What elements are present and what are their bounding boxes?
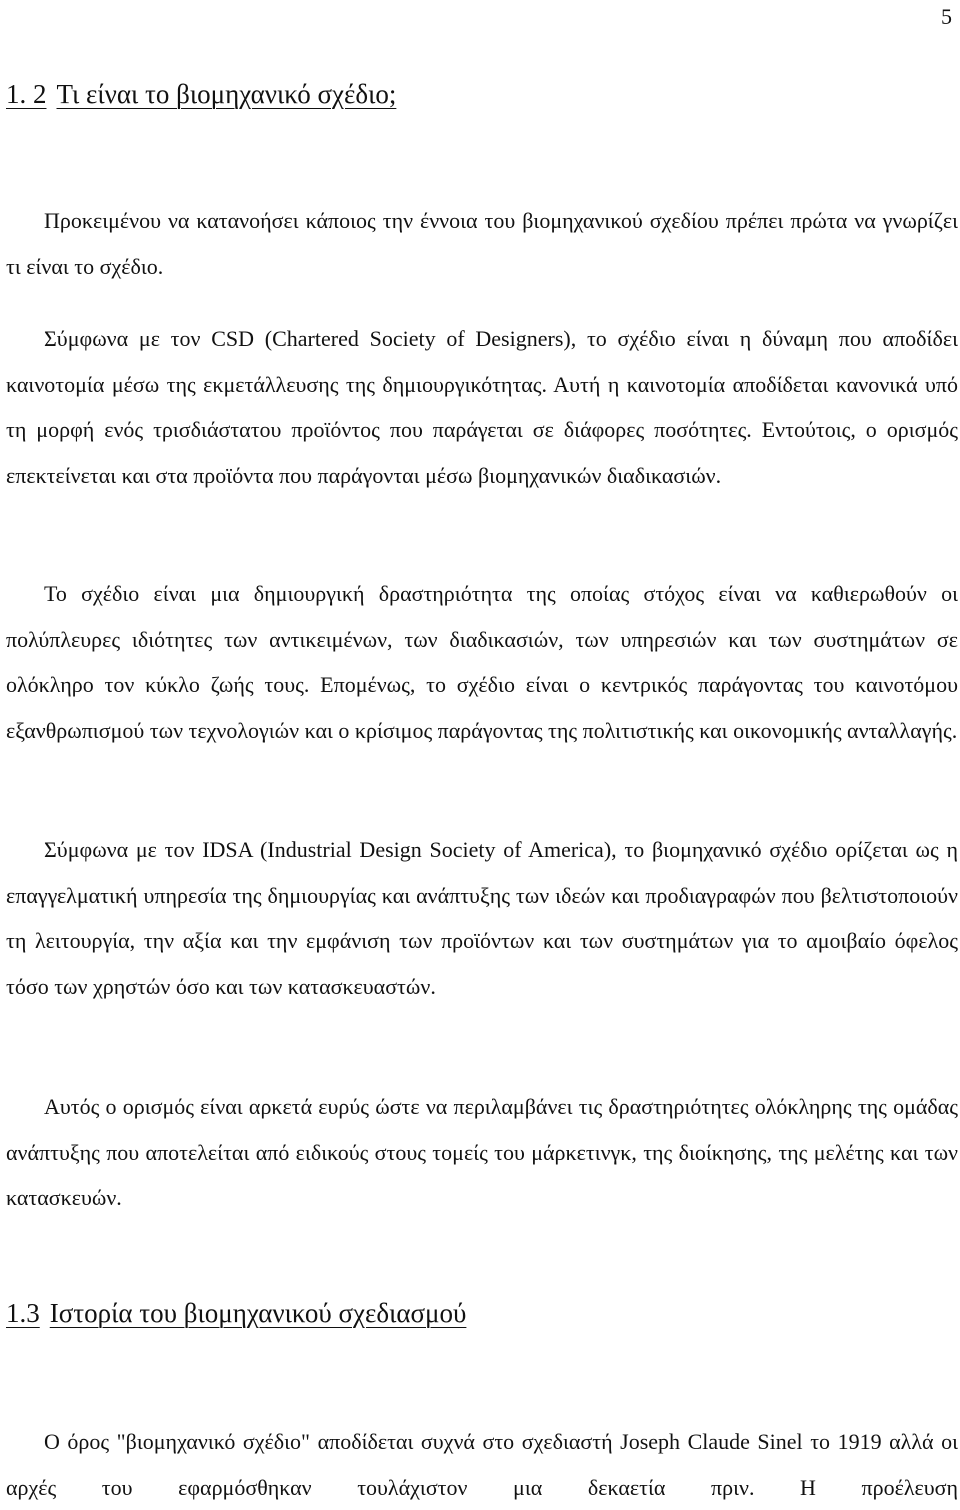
section-title: Τι είναι το βιομηχανικό σχέδιο; xyxy=(56,79,397,109)
paragraph: Σύμφωνα με τον CSD (Chartered Society of Designers), το σχέδιο είναι η δύναμη που αποδίδει καινοτομία μέσω της εκμετάλλευσης της δημιουργικότητας. Αυτή η καινοτομία αποδίδεται κανονικά υπό τη μορφή ενός τρισδιάστατου προϊόντος που παράγεται σε διάφορες ποσότητες. Εντούτοις, ο ορισμός επεκτείνεται και στα προϊόντα που παράγονται μέσω βιομηχανικών διαδικασιών. xyxy=(6,326,958,488)
section-heading xyxy=(6,1298,466,1329)
page-number: 5 xyxy=(941,4,952,29)
section-number: 1. 2 xyxy=(6,79,47,109)
paragraph: Ο όρος "βιομηχανικό σχέδιο" αποδίδεται συχνά στο σχεδιαστή Joseph Claude Sinel το 1919 αλλά οι αρχές του εφαρμόσθηκαν τουλάχιστον μια δεκαετία πριν. Η προέλευση xyxy=(6,1429,958,1500)
paragraph: Αυτός ο ορισμός είναι αρκετά ευρύς ώστε να περιλαμβάνει τις δραστηριότητες ολόκληρης της ομάδας ανάπτυξης που αποτελείται από ειδικούς στους τομείς του μάρκετινγκ, της διοίκησης, της μελέτης και των κατασκευών. xyxy=(6,1094,958,1210)
paragraph: Το σχέδιο είναι μια δημιουργική δραστηριότητα της οποίας στόχος είναι να καθιερωθούν οι πολύπλευρες ιδιότητες των αντικειμένων, των διαδικασιών, των υπηρεσιών και των συστημάτων σε ολόκληρο τον κύκλο ζωής τους. Επομένως, το σχέδιο είναι ο κεντρικός παράγοντας του καινοτόμου εξανθρωπισμού των τεχνολογιών και ο κρίσιμος παράγοντας της πολιτιστικής και οικονομικής ανταλλαγής. xyxy=(6,581,958,743)
section-heading xyxy=(6,79,396,110)
paragraph: Προκειμένου να κατανοήσει κάποιος την έννοια του βιομηχανικού σχεδίου πρέπει πρώτα να γνωρίζει τι είναι το σχέδιο. xyxy=(6,208,958,279)
section-number: 1.3 xyxy=(6,1298,40,1328)
paragraph: Σύμφωνα με τον IDSA (Industrial Design Society of America), το βιομηχανικό σχέδιο ορίζεται ως η επαγγελματική υπηρεσία της δημιουργίας και ανάπτυξης των ιδεών και προδιαγραφών που βελτιστοποιούν τη λειτουργία, την αξία και την εμφάνιση των προϊόντων και των συστημάτων για το αμοιβαίο όφελος τόσο των χρηστών όσο και των κατασκευαστών. xyxy=(6,837,958,999)
section-title: Ιστορία του βιομηχανικού σχεδιασμού xyxy=(49,1298,467,1328)
